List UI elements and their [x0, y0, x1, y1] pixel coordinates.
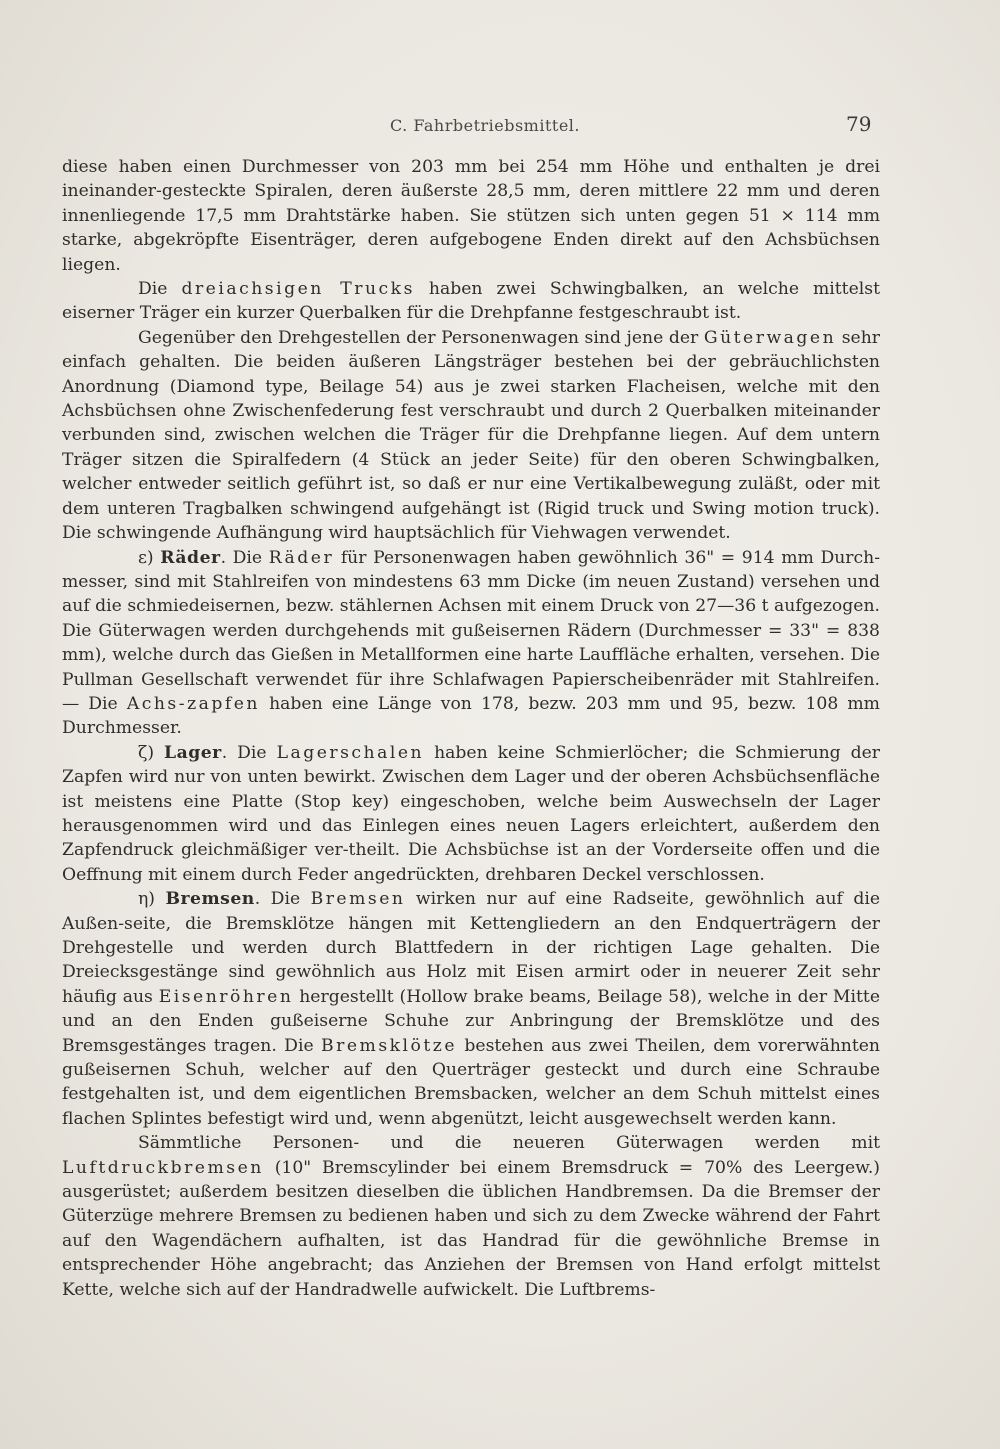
text-run: ζ) — [138, 742, 164, 763]
text-run: haben zwei Schwingbalken, an welche mittelst eiserner Träger ein kurzer Querbalken für die Drehpfanne festgeschraubt ist. — [62, 279, 880, 324]
body-text — [62, 155, 880, 1302]
text-run: haben keine Schmierlöcher; die Schmierung der Zapfen wird nur von unten bewirkt. Zwischen dem Lager und der oberen Achsbüchsenfläche ist meistens eine Platte (Stop key) eingeschoben, welche beim Auswechseln der Lager herausgenommen wird und das Einlegen eines neuen Lagers erleichtert, außerdem den Zapfendruck gleichmäßiger ver-theilt. Die Achsbüchse ist an der Vorderseite offen und die Oeffnung mit einem durch Feder angedrückten, drehbaren Deckel verschlossen. — [62, 742, 881, 885]
text-run: . Die — [221, 742, 277, 763]
text-run: Gegenüber den Drehgestellen der Personenwagen sind jene der — [138, 327, 704, 348]
text-run: η) — [138, 889, 166, 910]
paragraph-air-brakes — [62, 1131, 880, 1302]
running-title: C. Fahrbetriebsmittel. — [390, 116, 580, 135]
spaced-term: Lagerschalen — [276, 742, 425, 763]
section-heading: Bremsen — [165, 889, 255, 910]
running-head — [0, 112, 1000, 142]
text-run: diese haben einen Durchmesser von 203 mm bei 254 mm Höhe und enthalten je drei ineinander-gesteckte Spiralen, deren äußerste 28,5 mm, deren mittlere 22 mm und deren innenliegende 17,5 mm Drahtstärke haben. Sie stützen sich unten gegen 51 × 114 mm starke, abgekröpfte Eisenträger, deren aufgebogene Enden direkt auf den Achsbüchsen liegen. — [62, 157, 880, 275]
text-run: haben eine Länge von 178, bezw. 203 mm und 95, bezw. 108 mm Durchmesser. — [62, 693, 880, 739]
paragraph-three-axle-trucks — [62, 277, 880, 326]
section-heading: Lager — [163, 742, 222, 763]
spaced-term: Luftdruckbremsen — [62, 1157, 264, 1178]
spaced-term: Bremsklötze — [321, 1035, 458, 1056]
text-run: . Die — [254, 889, 311, 910]
paragraph-freight-wagons — [62, 326, 880, 546]
text-run: bestehen aus zwei Theilen, dem vorerwähnten gußeisernen Schuh, welcher auf den Querträger gesteckt und durch eine Schraube festgehalten ist, und dem eigentlichen Bremsbacken, welcher an dem Schuh mittelst eines flachen Splintes befestigt wird und, wenn abgenützt, leicht ausgewechselt werden kann. — [62, 1035, 880, 1129]
text-run: ε) — [138, 547, 161, 568]
text-run: wirken nur auf eine Radseite, gewöhnlich auf die Außen-seite, die Bremsklötze hängen mit Kettengliedern an den Endquerträgern der Drehgestelle und werden durch Blattfedern in der richtigen Lage gehalten. Die Dreiecksgestänge sind gewöhnlich aus Holz mit Eisen armirt oder in neuerer Zeit sehr häufig aus — [62, 889, 881, 1007]
spaced-term: Bremsen — [310, 889, 406, 910]
paragraph-bearings — [62, 741, 880, 887]
text-run: (10" Bremscylinder bei einem Bremsdruck = 70% des Leergew.) ausgerüstet; außerdem besitzen dieselben die üblichen Handbremsen. Da die Bremser der Güterzüge mehrere Bremsen zu bedienen haben und sich zu dem Zwecke während der Fahrt auf den Wagendächern aufhalten, ist das Handrad für die gewöhnliche Bremse in entsprechender Höhe angebracht; das Anziehen der Bremsen von Hand erfolgt mittelst Kette, welche sich auf der Handradwelle aufwickelt. Die Luftbrems- — [62, 1157, 880, 1300]
paragraph-springs — [62, 155, 880, 277]
spaced-term: Eisenröhren — [158, 986, 294, 1007]
text-run: hergestellt (Hollow brake beams, Beilage 58), welche in der Mitte und an den Enden gußeiserne Schuhe zur Anbringung der Bremsklötze und des Bremsgestänges tragen. Die — [62, 986, 880, 1056]
paragraph-wheels — [62, 546, 880, 741]
section-heading: Räder — [160, 547, 221, 568]
text-run: . Die — [220, 547, 269, 568]
spaced-term: dreiachsigen Trucks — [181, 279, 415, 300]
page-number: 79 — [846, 112, 872, 136]
spaced-term: Achs-zapfen — [126, 693, 260, 714]
paragraph-brakes — [62, 887, 880, 1131]
text-run: Sämmtliche Personen- und die neueren Güterwagen werden mit — [138, 1133, 880, 1154]
text-run: für Personenwagen haben gewöhnlich 36" = 914 mm Durch-messer, sind mit Stahlreifen von mindestens 63 mm Dicke (im neuen Zustand) versehen und auf die schmiedeisernen, bezw. stählernen Achsen mit einem Druck von 27—36 t aufgezogen. Die Güterwagen werden durchgehends mit gußeisernen Rädern (Durchmesser = 33" = 838 mm), welche durch das Gießen in Metallformen eine harte Lauffläche erhalten, versehen. Die Pullman Gesellschaft verwendet für ihre Schlafwagen Papierscheibenräder mit Stahlreifen. — Die — [62, 547, 881, 714]
text-run: sehr einfach gehalten. Die beiden äußeren Längsträger bestehen bei der gebräuchlichsten Anordnung (Diamond type, Beilage 54) aus je zwei starken Flacheisen, welche mit den Achsbüchsen ohne Zwischenfederung fest verschraubt und durch 2 Querbalken miteinander verbunden sind, zwischen welchen die Träger für die Drehpfanne liegen. Auf dem untern Träger sitzen die Spiralfedern (4 Stück an jeder Seite) für den oberen Schwingbalken, welcher entweder seitlich geführt ist, so daß er nur eine Vertikalbewegung zuläßt, oder mit dem unteren Tragbalken schwingend aufgehängt ist (Rigid truck und Swing motion truck). Die schwingende Aufhängung wird hauptsächlich für Viehwagen verwendet. — [62, 327, 881, 544]
spaced-term: Güterwagen — [703, 327, 837, 348]
spaced-term: Räder — [268, 547, 335, 568]
text-run: Die — [138, 279, 182, 300]
